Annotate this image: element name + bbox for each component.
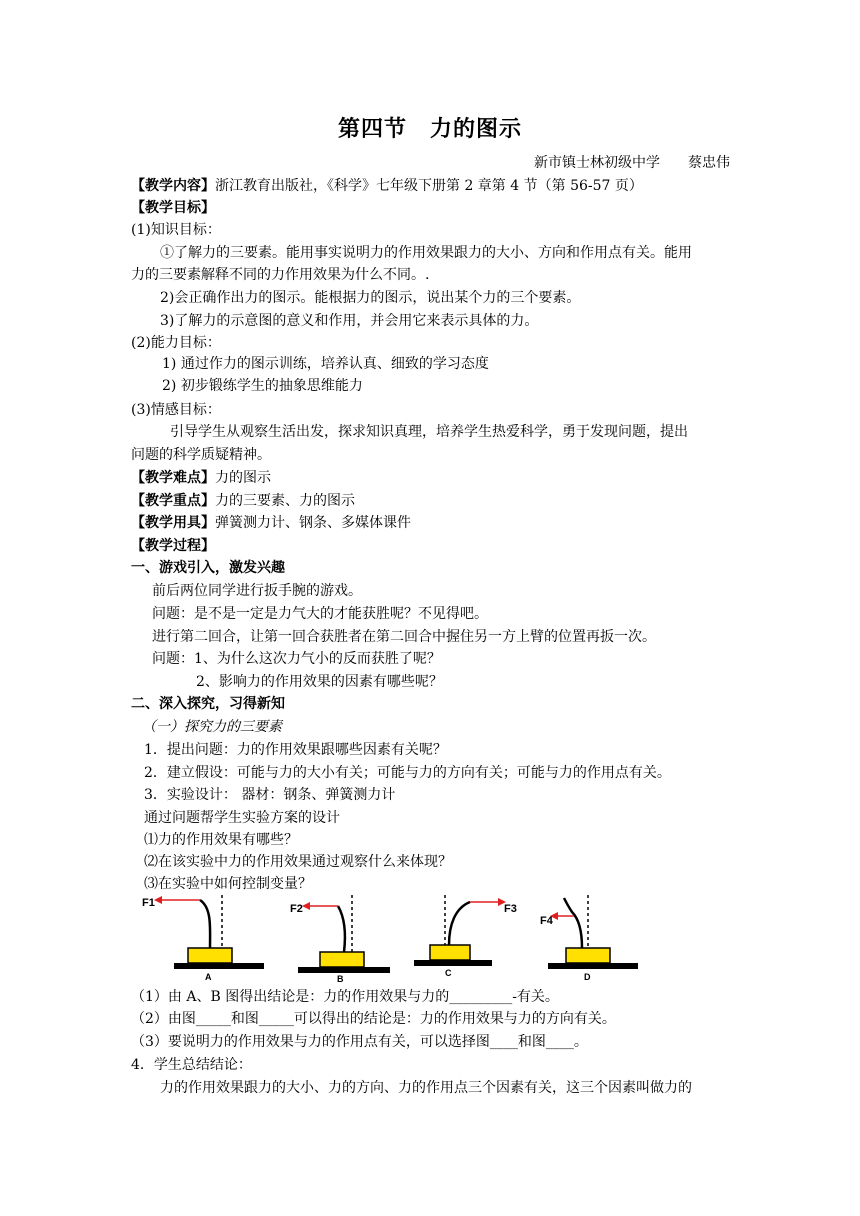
diagram-label-d: D xyxy=(584,972,591,982)
difficulty-label: 【教学难点】 xyxy=(131,470,215,486)
page-title: 第四节 力的图示 xyxy=(337,117,522,142)
tools-text: 弹簧测力计、钢条、多媒体课件 xyxy=(215,515,411,531)
knowledge-heading: (1)知识目标： xyxy=(131,222,221,238)
author-name: 蔡忠伟 xyxy=(688,155,730,171)
diagram-a xyxy=(142,895,264,982)
diagram-c xyxy=(414,895,517,978)
author-school: 新市镇士林初级中学 xyxy=(534,155,660,171)
force-label-f3: F3 xyxy=(504,903,517,915)
s1-line4: 问题：1、为什么这次力气小的反而获胜了呢？ xyxy=(152,651,441,667)
conclusion-1: （1）由 A、B 图得出结论是：力的作用效果与力的_________-有关。 xyxy=(131,989,559,1005)
s1-line5: 2、影响力的作用效果的因素有哪些呢？ xyxy=(196,674,443,690)
summary-heading: 4．学生总结结论： xyxy=(131,1057,252,1073)
s2-step3: 3．实验设计： 器材：钢条、弹簧测力计 xyxy=(144,787,396,803)
section1-heading: 一、游戏引入，激发兴趣 xyxy=(131,560,285,576)
k2-line: 2)会正确作出力的图示。能根据力的图示，说出某个力的三个要素。 xyxy=(160,290,581,306)
s2-step2: 2．建立假设：可能与力的大小有关；可能与力的方向有关；可能与力的作用点有关。 xyxy=(144,765,671,781)
process-heading: 【教学过程】 xyxy=(131,538,215,554)
difficulty-line xyxy=(131,467,271,489)
e-line1: 引导学生从观察生活出发，探求知识真理，培养学生热爱科学，勇于发现问题，提出 xyxy=(170,424,688,440)
e-line2: 问题的科学质疑精神。 xyxy=(131,447,271,463)
difficulty-text: 力的图示 xyxy=(215,470,271,486)
keypoints-text: 力的三要素、力的图示 xyxy=(215,493,355,509)
k1-line1: ①了解力的三要素。能用事实说明力的作用效果跟力的大小、方向和作用点有关。能用 xyxy=(160,245,692,261)
goals-heading: 【教学目标】 xyxy=(131,200,215,216)
diagram-label-a: A xyxy=(205,972,212,982)
diagram-b xyxy=(290,895,390,984)
keypoints-line xyxy=(131,490,355,512)
emotion-heading: (3)情感目标： xyxy=(131,402,221,418)
s2-step1: 1．提出问题：力的作用效果跟哪些因素有关呢？ xyxy=(144,742,447,758)
question1: ⑴力的作用效果有哪些？ xyxy=(144,832,298,848)
s1-line2: 问题：是不是一定是力气大的才能获胜呢？不见得吧。 xyxy=(152,606,488,622)
diagram-label-c: C xyxy=(445,968,452,978)
keypoints-label: 【教学重点】 xyxy=(131,493,215,509)
force-label-f4: F4 xyxy=(540,915,553,927)
ability-heading: (2)能力目标： xyxy=(131,335,221,351)
section2-subheading: （一）探究力的三要素 xyxy=(142,719,282,735)
tools-line xyxy=(131,512,411,534)
author-line xyxy=(534,152,730,172)
tools-label: 【教学用具】 xyxy=(131,515,215,531)
diagram-d xyxy=(540,895,638,982)
summary-text: 力的作用效果跟力的大小、力的方向、力的作用点三个因素有关，这三个因素叫做力的 xyxy=(160,1080,692,1096)
experiment-figure xyxy=(140,890,650,985)
conclusion-3: （3）要说明力的作用效果与力的作用点有关，可以选择图____和图____。 xyxy=(131,1034,588,1050)
s1-line1: 前后两位同学进行扳手腕的游戏。 xyxy=(152,583,362,599)
s2-step3a: 通过问题帮学生实验方案的设计 xyxy=(144,810,340,826)
a2-line: 2) 初步锻练学生的抽象思维能力 xyxy=(162,378,363,394)
conclusion-2: （2）由图_____和图_____可以得出的结论是：力的作用效果与力的方向有关。 xyxy=(131,1011,616,1027)
s1-line3: 进行第二回合，让第一回合获胜者在第二回合中握住另一方上臂的位置再扳一次。 xyxy=(152,629,656,645)
k3-line: 3)了解力的示意图的意义和作用，并会用它来表示具体的力。 xyxy=(160,313,539,329)
question2: ⑵在该实验中力的作用效果通过观察什么来体现？ xyxy=(144,854,452,870)
force-label-f2: F2 xyxy=(290,903,303,915)
a1-line: 1) 通过作力的图示训练，培养认真、细致的学习态度 xyxy=(162,356,489,372)
content-label: 【教学内容】 xyxy=(131,178,215,194)
force-label-f1: F1 xyxy=(142,897,155,909)
content-text: 浙江教育出版社，《科学》七年级下册第 2 章第 4 节（第 56-57 页） xyxy=(215,178,643,194)
question3: ⑶在实验中如何控制变量？ xyxy=(144,876,312,892)
diagram-label-b: B xyxy=(337,974,344,984)
content-line xyxy=(131,175,643,197)
section2-heading: 二、深入探究，习得新知 xyxy=(131,696,285,712)
k1-line2: 力的三要素解释不同的力作用效果为什么不同。. xyxy=(131,267,430,283)
